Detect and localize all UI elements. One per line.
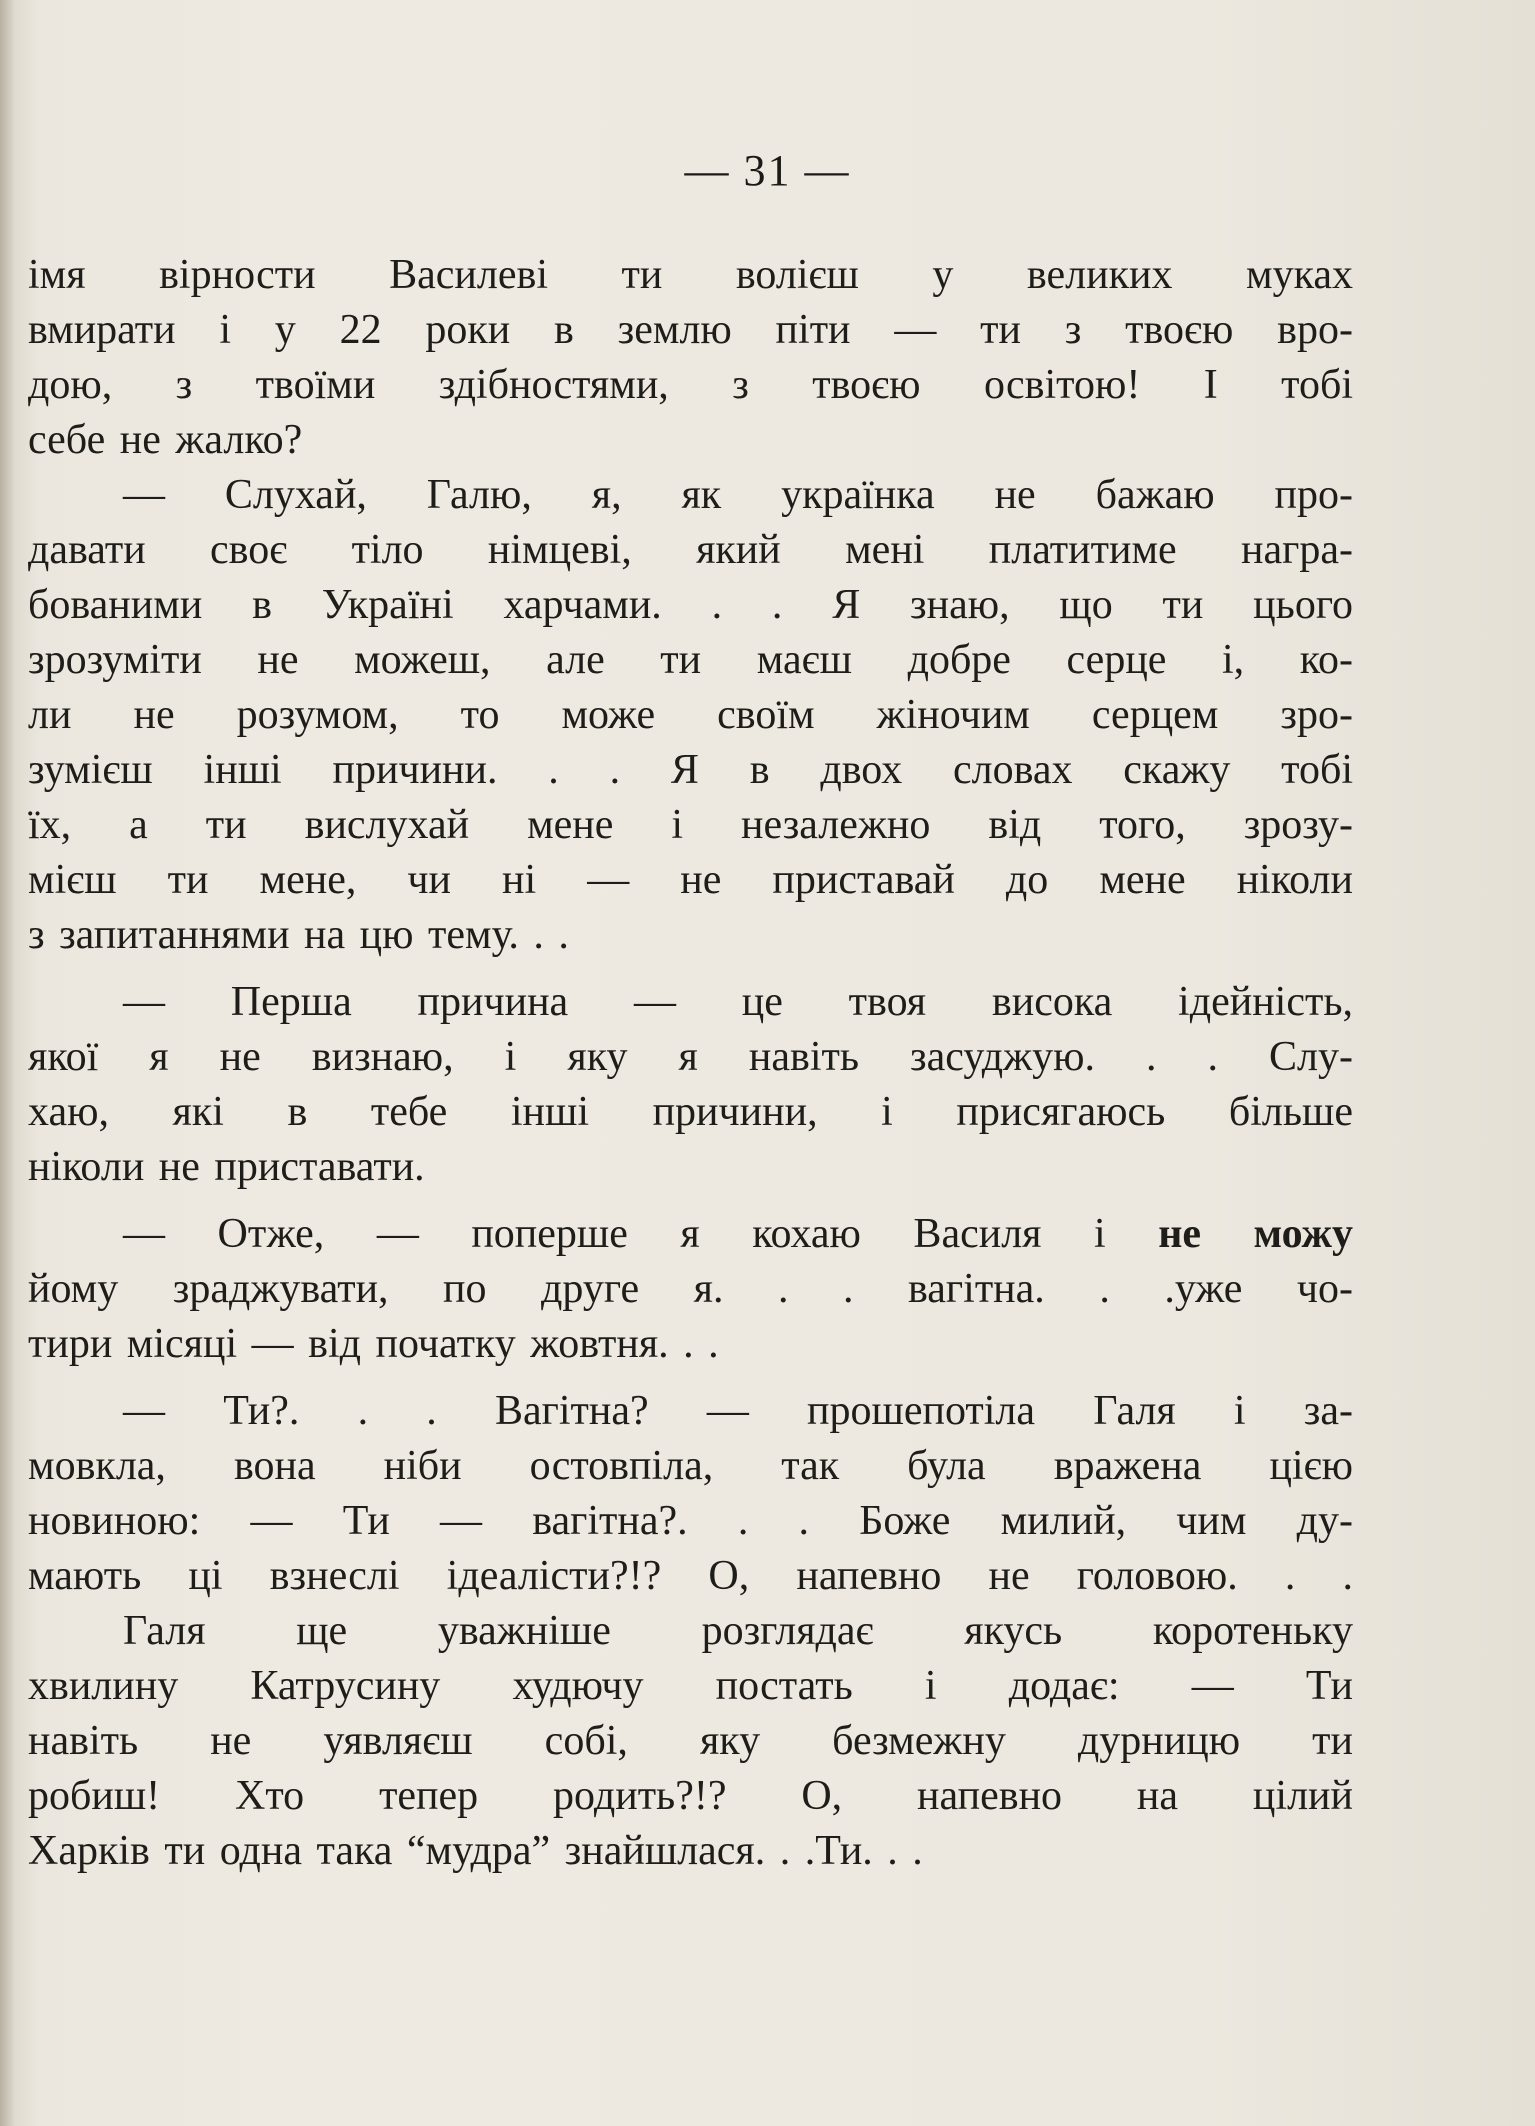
paragraph (28, 468, 1353, 963)
text-line: мають ці взнеслі ідеалісти?!? О, напевно не головою. . . (28, 1553, 1353, 1599)
page-spine-shadow (0, 0, 14, 2126)
text-line: йому зраджувати, по друге я. . . вагітна. . .уже чо- (28, 1266, 1353, 1312)
text-line: — Слухай, Галю, я, як українка не бажаю про- (123, 472, 1353, 518)
text-line: хаю, які в тебе інші причини, і присягаюсь більше (28, 1089, 1353, 1135)
text-line: себе не жалко? (28, 417, 303, 463)
text-line: дою, з твоїми здібностями, з твоєю освітою! І тобі (28, 362, 1353, 408)
text-line: робиш! Хто тепер родить?!? О, напевно на цілий (28, 1773, 1353, 1819)
text-line: якої я не визнаю, і яку я навіть засуджую. . . Слу- (28, 1034, 1353, 1080)
text-line: імя вірности Василеві ти волієш у великих муках (28, 252, 1353, 298)
text-line: — Перша причина — це твоя висока ідейність, (123, 979, 1353, 1025)
text-line: навіть не уявляєш собі, яку безмежну дурницю ти (28, 1718, 1353, 1764)
text-line: мієш ти мене, чи ні — не приставай до мене ніколи (28, 857, 1353, 903)
text-line: Галя ще уважніше розглядає якусь коротеньку (123, 1608, 1353, 1654)
text-line: — Ти?. . . Вагітна? — прошепотіла Галя і за- (123, 1388, 1353, 1434)
text-line: ли не розумом, то може своїм жіночим серцем зро- (28, 692, 1353, 738)
text-line: давати своє тіло німцеві, який мені платитиме награ- (28, 527, 1353, 573)
paragraph (28, 248, 1353, 468)
text-line: бованими в Україні харчами. . . Я знаю, що ти цього (28, 582, 1353, 628)
text-line: зрозуміти не можеш, але ти маєш добре серце і, ко- (28, 637, 1353, 683)
text-line: з запитаннями на цю тему. . . (28, 912, 569, 958)
text-line: зумієш інші причини. . . Я в двох словах скажу тобі (28, 747, 1353, 793)
text-line: новиною: — Ти — вагітна?. . . Боже милий, чим ду- (28, 1498, 1353, 1544)
paragraph (28, 975, 1353, 1195)
page-number: — 31 — (684, 146, 851, 195)
paragraph (28, 1207, 1353, 1372)
text-line (28, 1207, 1353, 1262)
paragraph (28, 1604, 1353, 1879)
text-line: тири місяці — від початку жовтня. . . (28, 1321, 719, 1367)
text-line: ніколи не приставати. (28, 1144, 425, 1190)
text-line: вмирати і у 22 роки в землю піти — ти з твоєю вро- (28, 307, 1353, 353)
text-line: мовкла, вона ніби остовпіла, так була вражена цією (28, 1443, 1353, 1489)
paragraph (28, 1384, 1353, 1604)
text-fragment: — Отже, — поперше я кохаю Василя і (123, 1211, 1106, 1257)
text-line: їх, а ти вислухай мене і незалежно від того, зрозу- (28, 802, 1353, 848)
text-line: Харків ти одна така “мудра” знайшлася. . .Ти. . . (28, 1828, 923, 1874)
text-line: хвилину Катрусину худючу постать і додає: — Ти (28, 1663, 1353, 1709)
bold-phrase: не можу (1158, 1211, 1353, 1257)
body-text (28, 248, 1353, 1879)
